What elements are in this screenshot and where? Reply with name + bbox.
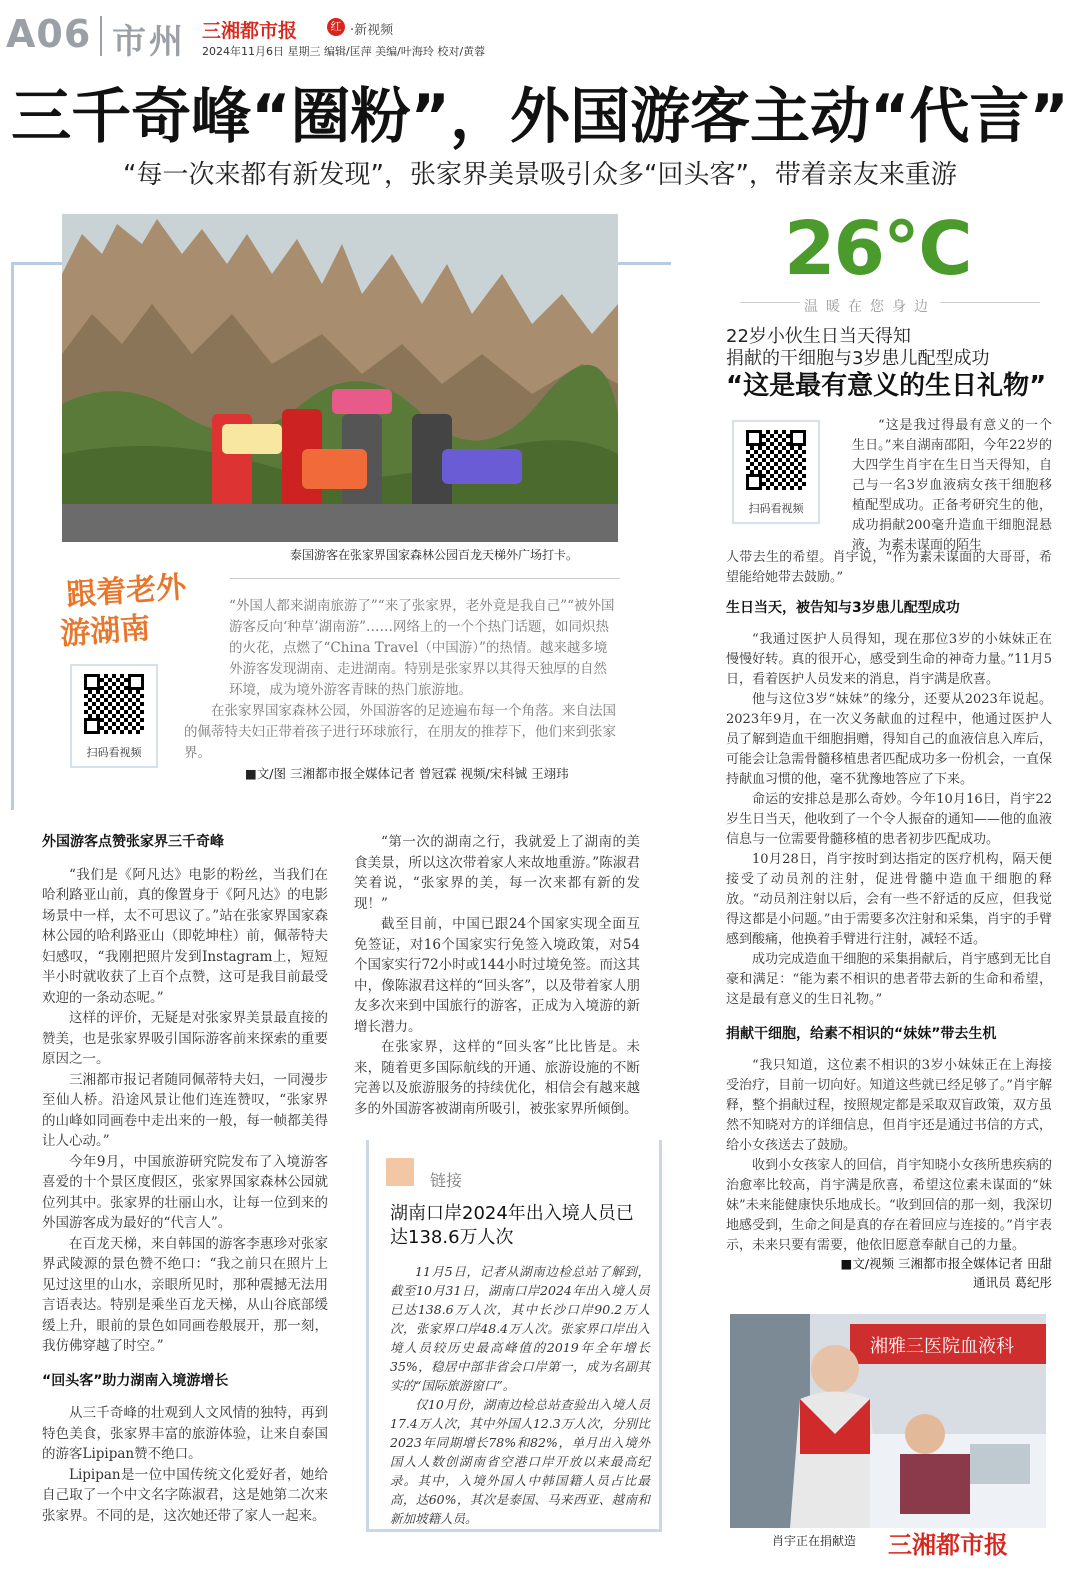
qr-finder-icon [746, 474, 762, 490]
qr-finder-icon [128, 674, 144, 690]
paragraph: 命运的安排总是那么奇妙。今年10月16日，肖宇22岁生日当天，他收到了一个令人振奋的通知——他的血液信息与一位需要骨髓移植的患者初步匹配成功。 [726, 792, 1052, 847]
headline: 三千奇峰“圈粉”，外国游客主动“代言” [11, 82, 1069, 152]
travel-logo-line2: 游湖南 [59, 610, 152, 653]
video-brand: ·新视频 [350, 23, 394, 38]
temperature-logo: 26℃ [784, 206, 971, 292]
qr-video-box[interactable] [732, 420, 820, 524]
paper-name: 三湘都市报 [202, 20, 298, 42]
paragraph: 11月5日，记者从湖南边检总站了解到，截至10月31日，湖南口岸2024年出入境人员已达138.6万人次，其中长沙口岸90.2万人次，张家界口岸48.4万人次。张家界口岸出入境人员较历史最高峰值的2019年全年增长35%，稳居中部非省会口岸第一，成为名副其实的“国际旅游窗口”。 [390, 1264, 650, 1393]
paragraph: 从三千奇峰的壮观到人文风情的独特，再到特色美食，张家界丰富的旅游体验，让来自泰国的游客Lipipan赞不绝口。 [42, 1405, 328, 1462]
qr-finder-icon [746, 430, 762, 446]
subhead: 捐献干细胞，给素不相识的“妹妹”带去生机 [726, 1026, 997, 1042]
byline [812, 1254, 1052, 1292]
paragraph: “我们是《阿凡达》电影的粉丝，当我们在哈利路亚山前，真的像置身于《阿凡达》的电影场景中一样，太不可思议了。”站在张家界国家森林公园的哈利路亚山（即乾坤柱）前，佩蒂特夫妇感叹，“我刚把照片发到Instagram上，短短半小时就收获了上百个点赞，这可是我目前最受欢迎的一条动态呢。” [42, 866, 328, 1006]
paragraph: 成功完成造血干细胞的采集捐献后，肖宇感到无比自豪和满足：“能为素不相识的患者带去新的生命和希望，这是最有意义的生日礼物。” [726, 952, 1052, 1007]
link-title: 湖南口岸2024年出入境人员已达138.6万人次 [390, 1203, 634, 1248]
section-name: 市州 [112, 22, 186, 62]
paragraph: 仅10月份，湖南边检总站查验出入境人员17.4万人次，其中外国人12.3万人次，分别比2023年同期增长78%和82%，单月出入境外国人人数创湖南省空港口岸开放以来最高纪录。其中，入境外国人中韩国籍人员占比最高，达60%，其次是泰国、马来西亚、越南和新加坡籍人员。 [390, 1397, 650, 1526]
dateline: 2024年11月6日 星期三 编辑/匡萍 美编/叶海玲 校对/黄蓉 [202, 45, 486, 58]
paragraph: 三湘都市报记者随同佩蒂特夫妇，一同漫步至仙人桥。沿途风景让他们连连赞叹，“张家界的山峰如同画卷中走出来的一般，每一帧都美得让人心动。” [42, 1071, 328, 1149]
paragraph: “这是我过得最有意义的一个生日。”来自湖南邵阳，今年22岁的大四学生肖宇在生日当天得知，自己与一名3岁血液病女孩干细胞移植配型成功。正备考研究生的他，成功捐献200毫升造血干细胞混悬液，为素未谋面的陌生 [852, 418, 1052, 553]
subhead: “回头客”助力湖南入境游增长 [42, 1372, 229, 1389]
paragraph: “第一次的湖南之行，我就爱上了湖南的美食美景，所以这次带着家人来故地重游。”陈淑君笑着说，“张家界的美，每一次来都有新的发现！” [354, 834, 640, 912]
page-number: A06 [6, 12, 92, 56]
hong-logo-icon: 红 [327, 18, 345, 36]
paragraph: 这样的评价，无疑是对张家界美景最直接的赞美，也是张家界吸引国际游客前来探索的重要原因之一。 [42, 1010, 328, 1067]
link-body [390, 1262, 650, 1528]
right-deck-line2: 捐献的干细胞与3岁患儿配型成功 [726, 348, 990, 369]
lead-paragraph: 在张家界国家森林公园，外国游客的足迹遍布每一个角落。来自法国的佩蒂特夫妇正带着孩子进行环球旅行，在朋友的推荐下，他们来到张家界。 [184, 703, 616, 761]
qr-label: 扫码看视频 [748, 502, 804, 515]
photo1-caption: 泰国游客在张家界国家森林公园百龙天梯外广场打卡。 [290, 548, 579, 562]
column-1 [42, 832, 328, 1526]
temperature-slogan: 温暖在您身边 [800, 296, 940, 316]
lead-rule [230, 578, 620, 579]
travel-logo-line1: 跟着老外 [65, 569, 188, 614]
paragraph: 截至目前，中国已跟24个国家实现全面互免签证，对16个国家实行免签入境政策，对54个国家实行72小时或144小时过境免签。而这其中，像陈淑君这样的“回头客”，以及带着家人朋友多次来到中国旅行的游客，正成为入境游的新增长潜力。 [354, 916, 640, 1035]
photo2-caption: 肖宇正在捐献造 [772, 1534, 857, 1548]
byline: ■文/图 三湘都市报全媒体记者 曾冠霖 视频/宋科铖 王翊玮 [245, 766, 569, 781]
lead-paragraph: “外国人都来湖南旅游了”“来了张家界，老外竟是我自己”“被外国游客反向‘种草’湖南游”……网络上的一个个热门话题，如同炽热的火花，点燃了“China Travel（中国游）”的热情。越来越多境外游客发现湖南、走进湖南。特别是张家界以其得天独厚的自然环境，成为境外游客青睐的热门旅游地。 [229, 598, 615, 698]
photo-donor-hospital [730, 1314, 1046, 1528]
right-lead-continued: 人带去生的希望。肖宇说，“作为素未谋面的大哥哥，希望能给她带去鼓励。” [726, 550, 1052, 585]
link-tag: 链接 [430, 1171, 463, 1190]
paper-brand-footer: 三湘都市报 [888, 1531, 1008, 1559]
paragraph: Lipipan是一位中国传统文化爱好者，她给自己取了一个中文名字陈淑君，这是她第二次来张家界。不同的是，这次她还带了家人一起来。 [42, 1466, 328, 1524]
paragraph: “我通过医护人员得知，现在那位3岁的小妹妹正在慢慢好转。真的很开心，感受到生命的神奇力量。”11月5日，看着医护人员发来的消息，肖宇满是欣喜。 [726, 632, 1052, 687]
paragraph: 今年9月，中国旅游研究院发布了入境游客喜爱的十个景区度假区，张家界国家森林公园就位列其中。张家界的壮丽山水，让每一位到来的外国游客成为最好的“代言人”。 [42, 1153, 328, 1231]
paragraph: 在张家界，这样的“回头客”比比皆是。未来，随着更多国际航线的开通、旅游设施的不断完善以及旅游服务的持续优化，相信会有越来越多的外国游客被湖南所吸引，被张家界所倾倒。 [354, 1039, 640, 1117]
lead-text [184, 596, 620, 764]
qr-label: 扫码看视频 [86, 746, 142, 759]
paragraph: 他与这位3岁“妹妹”的缘分，还要从2023年说起。2023年9月，在一次义务献血的过程中，他通过医护人员了解到造血干细胞捐赠，得知自己的血液信息入库后，可能会让急需骨髓移植患者匹配成功多一份机会，一直保持献血习惯的他，毫不犹豫地答应了下来。 [726, 692, 1052, 787]
qr-finder-icon [790, 430, 806, 446]
paragraph: 10月28日，肖宇按时到达指定的医疗机构，隔天便接受了动员剂的注射，促进骨髓中造血干细胞的释放。“动员剂注射以后，会有一些不舒适的反应，但我觉得这都是小问题。”由于需要多次注射和采集，肖宇的手臂感到酸痛，他换着手臂进行注射，减轻不适。 [726, 852, 1052, 947]
link-tab-icon [386, 1158, 414, 1186]
subhead: 外国游客点赞张家界三千奇峰 [42, 834, 224, 850]
right-deck-line1: 22岁小伙生日当天得知 [726, 326, 911, 347]
column-3 [726, 598, 1052, 1256]
qr-finder-icon [84, 718, 100, 734]
right-headline: “这是最有意义的生日礼物” [726, 371, 1047, 401]
hospital-sign: 湘雅三医院血液科 [870, 1336, 1014, 1357]
byline-line2: 通讯员 葛纪彤 [973, 1275, 1052, 1290]
qr-finder-icon [84, 674, 100, 690]
right-lead [852, 416, 1052, 556]
byline-line1: ■文/视频 三湘都市报全媒体记者 田甜 [840, 1256, 1052, 1271]
subhead: 生日当天，被告知与3岁患儿配型成功 [726, 600, 960, 616]
qr-video-box[interactable] [70, 664, 158, 768]
paragraph: “我只知道，这位素不相识的3岁小妹妹正在上海接受治疗，目前一切向好。知道这些就已经足够了。”肖宇解释，整个捐献过程，按照规定都是采取双盲政策，双方虽然不知晓对方的详细信息，但肖宇还是通过书信的方式，给小女孩送去了鼓励。 [726, 1058, 1052, 1153]
photo-tourists-zhangjiajie [62, 214, 618, 542]
subheadline: “每一次来都有新发现”，张家界美景吸引众多“回头客”，带着亲友来重游 [123, 160, 957, 190]
paragraph: 在百龙天梯，来自韩国的游客李惠珍对张家界武陵源的景色赞不绝口：“我之前只在照片上见过这里的山水，亲眼所见时，那种震撼无法用言语表达。特别是乘坐百龙天梯，从山谷底部缓缓上升，眼前的景色如同画卷般展开，那一刻，我仿佛穿越了时空。” [42, 1235, 328, 1354]
column-2 [354, 832, 640, 1119]
header-divider [100, 16, 102, 56]
paragraph: 收到小女孩家人的回信，肖宇知晓小女孩所患疾病的治愈率比较高，肖宇满是欣喜，希望这位素未谋面的“妹妹”未来能健康快乐地成长。“收到回信的那一刻，我深切地感受到，生命之间是真的存在着回应与连接的。”肖宇表示，未来只要有需要，他依旧愿意奉献自己的力量。 [726, 1158, 1052, 1253]
